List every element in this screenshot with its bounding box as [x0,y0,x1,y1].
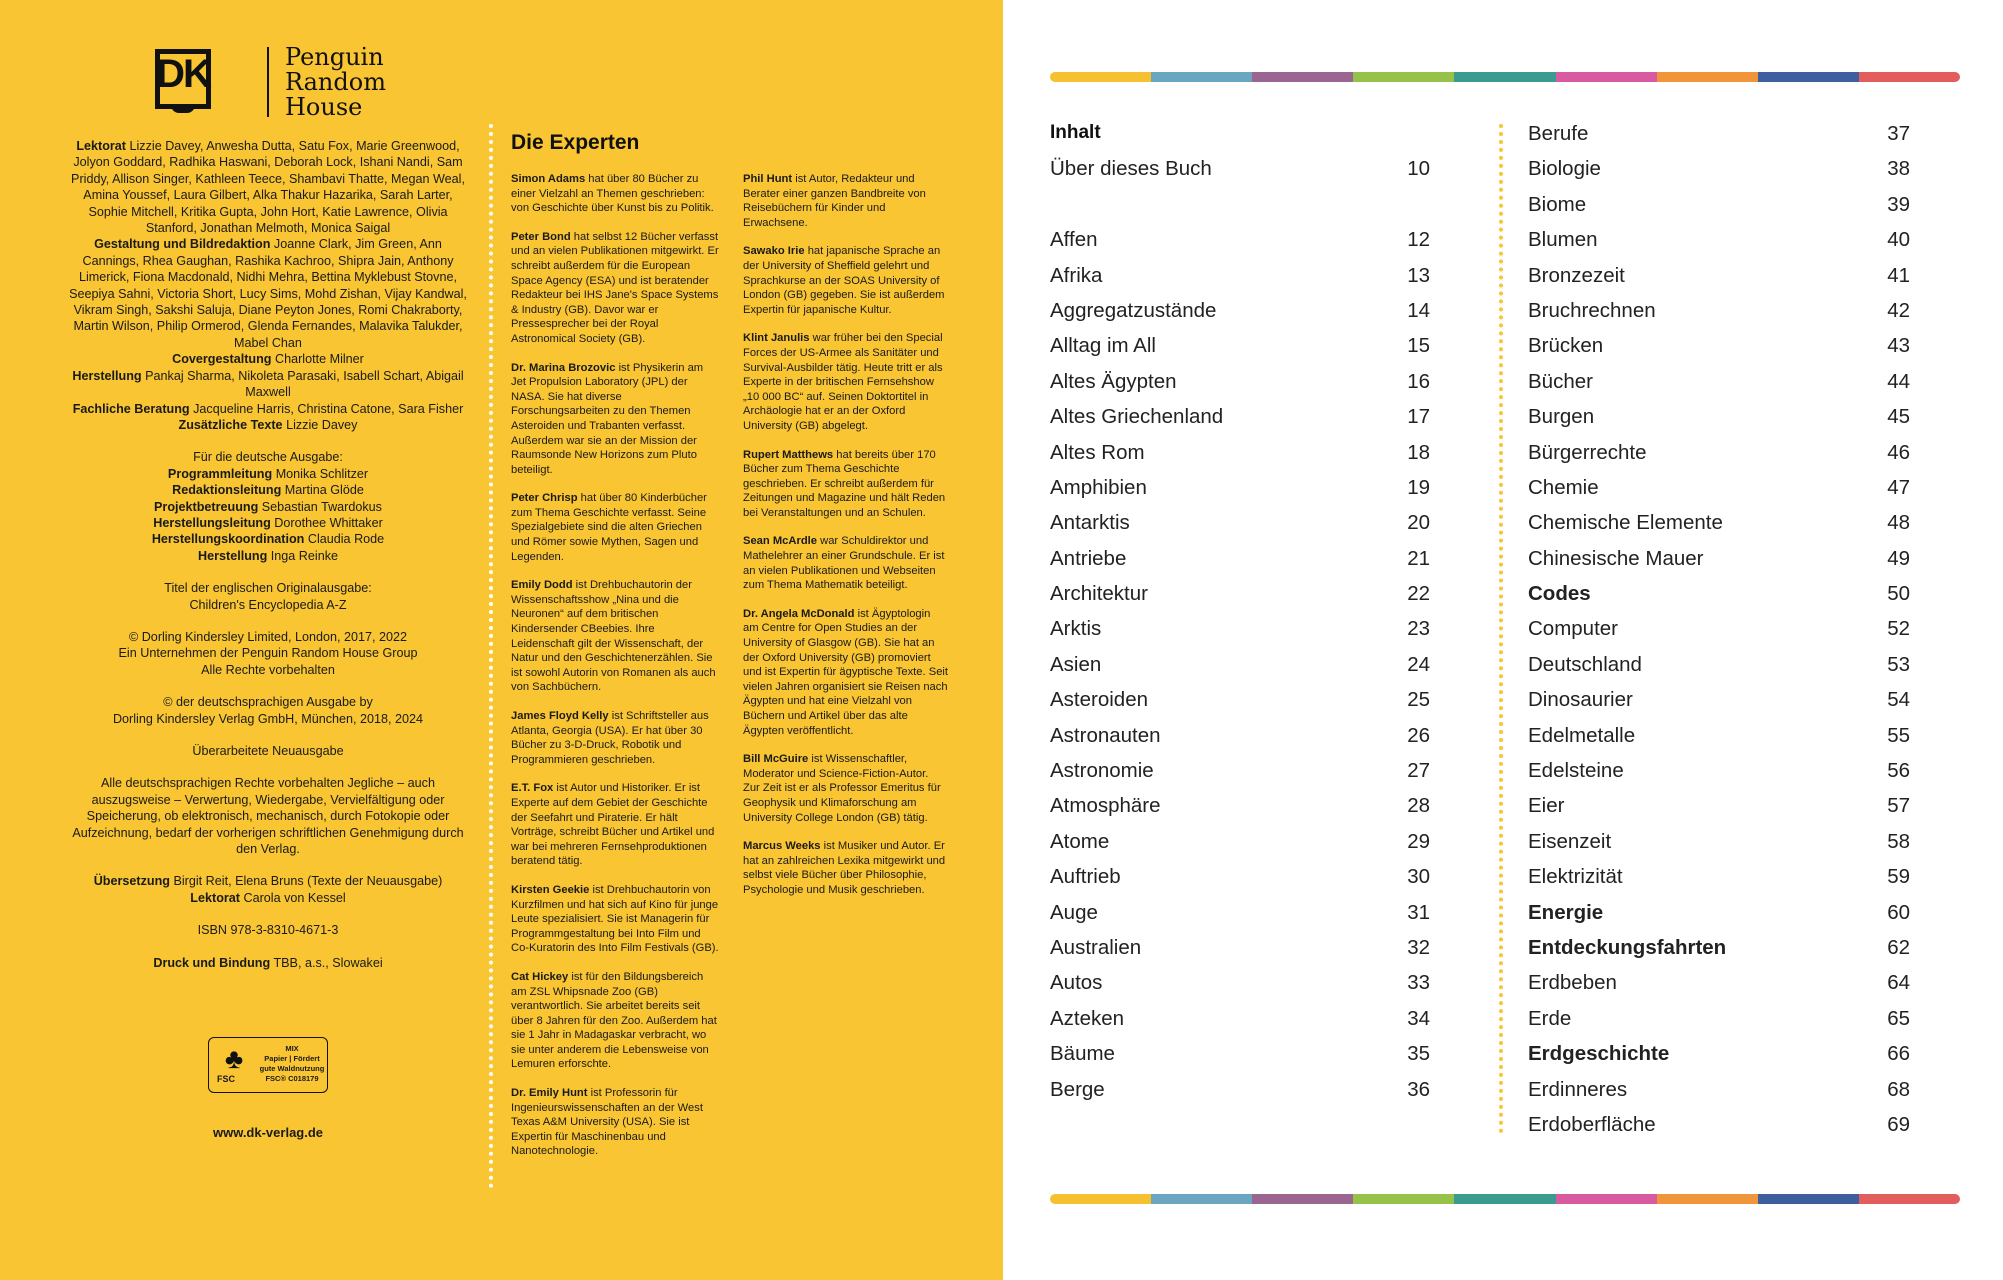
toc-entry-title: Burgen [1528,405,1595,429]
toc-entry-page: 39 [1887,192,1910,216]
toc-entry[interactable] [1050,1007,1430,1042]
toc-entry-page: 32 [1407,935,1430,959]
expert-entry: Peter Bond hat selbst 12 Bücher verfasst und an vielen Publikationen mitgewirkt. Er schreibt außerdem für die European Space Agency (ESA) und ist beratender Redakteur bei IHS Jane's Space Systems & Industry (GB). Davor war er Pressesprecher bei der Royal Astronomical Society (GB). [511,230,719,345]
toc-entry-title: Auftrieb [1050,865,1121,889]
toc-entry-page: 19 [1407,475,1430,499]
toc-entry-title: Erdoberfläche [1528,1112,1656,1136]
toc-column-right [1528,122,1910,1148]
toc-entry-page: 69 [1887,1112,1910,1136]
expert-entry: Bill McGuire ist Wissenschaftler, Moderator und Science-Fiction-Autor. Zur Zeit ist er als Professor Emeritus für Geophysik und Klimaforschung am University College London (GB) tätig. [743,753,941,824]
toc-entry[interactable] [1528,370,1910,405]
toc-entry-title: Erdinneres [1528,1077,1628,1101]
toc-entry[interactable] [1528,759,1910,794]
toc-entry[interactable] [1528,617,1910,652]
toc-entry-title: Altes Griechenland [1050,405,1224,429]
original-title: Children's Encyclopedia A-Z [189,597,347,612]
toc-entry-title: Alltag im All [1050,334,1156,358]
credit-line: Redaktionsleitung Martina Glöde [172,483,364,498]
toc-entry-page: 64 [1887,971,1910,995]
fsc-badge: ♣ FSC MIX Papier | Fördert gute Waldnutzung FSC® C018179 [208,1037,328,1093]
stripe-segment [1454,1194,1555,1204]
toc-entry[interactable] [1050,476,1430,511]
toc-entry[interactable] [1528,547,1910,582]
toc-entry[interactable] [1050,724,1430,759]
toc-entry-title: Afrika [1050,263,1103,287]
toc-entry-page: 31 [1407,900,1430,924]
toc-entry[interactable] [1528,971,1910,1006]
toc-entry-page: 36 [1407,1077,1430,1101]
toc-entry-page: 33 [1407,971,1430,995]
stripe-segment [1454,72,1555,82]
toc-entry-page: 47 [1887,475,1910,499]
expert-entry: Rupert Matthews hat bereits über 170 Bücher zum Thema Geschichte geschrieben. Er schreibt außerdem für Zeitungen und Magazine und hält Reden bei Veranstaltungen und an Schulen. [743,448,946,519]
toc-entry[interactable] [1528,688,1910,723]
logo-divider [267,47,269,117]
credit-line: Zusätzliche Texte Lizzie Davey [178,417,358,432]
toc-entry-title: Bücher [1528,369,1593,393]
german-copyright-line: Dorling Kindersley Verlag GmbH, München, 2018, 2024 [112,711,424,726]
toc-entry-title: Arktis [1050,617,1102,641]
toc-entry[interactable] [1050,1078,1430,1113]
german-copyright-line: © der deutschsprachigen Ausgabe by [163,695,373,710]
toc-entry-page: 34 [1407,1006,1430,1030]
toc-entry[interactable] [1528,794,1910,829]
toc-entry-title: Antarktis [1050,511,1130,535]
toc-entry-title: Bruchrechnen [1528,298,1656,322]
toc-entry[interactable] [1528,1113,1910,1148]
dk-logo-text: DK [156,52,210,96]
toc-entry-title: Biologie [1528,157,1601,181]
toc-entry-page: 30 [1407,865,1430,889]
stripe-segment [1758,72,1859,82]
toc-entry-title: Bronzezeit [1528,263,1625,287]
toc-entry-title: Altes Ägypten [1050,369,1177,393]
expert-entry: Sean McArdle war Schuldirektor und Mathelehrer an einer Grundschule. Er ist an vielen Publikationen und Webseiten zum Thema Mathematik beteiligt. [743,535,945,592]
toc-entry[interactable] [1528,264,1910,299]
expert-entry: Dr. Marina Brozovic ist Physikerin am Jet Propulsion Laboratory (JPL) der NASA. Sie hat diverse Forschungsarbeiten zu den Themen Asteroiden und Trabanten verfasst. Außerdem war sie an der Mission der Raumsonde New Horizons zum Pluto beteiligt. [511,361,704,476]
stripe-segment [1151,72,1252,82]
color-stripe-top [1050,72,1960,82]
stripe-segment [1252,1194,1353,1204]
credit-line: Druck und Bindung TBB, a.s., Slowakei [153,955,383,970]
toc-entry-title: Dinosaurier [1528,688,1633,712]
toc-entry[interactable] [1050,334,1430,369]
toc-entry-title: Biome [1528,192,1587,216]
toc-entry-page: 35 [1407,1042,1430,1066]
toc-entry-page: 28 [1407,794,1430,818]
toc-entry-page: 22 [1407,582,1430,606]
stripe-segment [1252,72,1353,82]
toc-entry-page: 55 [1887,723,1910,747]
toc-entry-title: Antriebe [1050,546,1127,570]
toc-entry-page: 60 [1887,900,1910,924]
toc-entry-title: Erde [1528,1006,1572,1030]
toc-entry[interactable] [1528,441,1910,476]
toc-entry[interactable] [1528,653,1910,688]
stripe-segment [1758,1194,1859,1204]
toc-entry-page: 43 [1887,334,1910,358]
stripe-segment [1859,1194,1960,1204]
toc-entry[interactable] [1050,865,1430,900]
toc-entry-title: Deutschland [1528,652,1642,676]
toc-entry-title: Chemische Elemente [1528,511,1723,535]
toc-entry-title: Computer [1528,617,1619,641]
toc-entry-page: 13 [1407,263,1430,287]
toc-entry-title: Astronomie [1050,759,1154,783]
toc-entry[interactable] [1050,299,1430,334]
experts-column-2 [743,172,948,912]
toc-entry-title: Brücken [1528,334,1604,358]
toc-entry-page: 10 [1407,157,1430,181]
toc-entry-title: Edelsteine [1528,759,1624,783]
expert-entry: Klint Janulis war früher bei den Special Forces der US-Armee als Sanitäter und Survival-Ausbilder tätig. Heute tritt er als Experte in der britischen Fernsehshow „10 000 BC“ auf. Seinen Doktortitel in Archäologie hat er an der Oxford University (GB) abgelegt. [743,332,943,432]
credit-line: Herstellungskoordination Claudia Rode [151,532,385,547]
toc-entry[interactable] [1528,724,1910,759]
stripe-segment [1050,1194,1151,1204]
toc-entry[interactable] [1050,228,1430,263]
original-title-label: Titel der englischen Originalausgabe: [164,581,372,596]
toc-column-separator [1499,124,1503,1134]
toc-entry-title: Entdeckungsfahrten [1528,935,1727,959]
toc-entry-title: Über dieses Buch [1050,157,1212,181]
toc-entry-page: 23 [1407,617,1430,641]
german-edition-intro: Für die deutsche Ausgabe: [193,450,343,465]
copyright-line: Ein Unternehmen der Penguin Random House Group [118,646,418,661]
toc-entry[interactable] [1528,865,1910,900]
credit-line: Gestaltung und Bildredaktion Joanne Clark, Jim Green, Ann Cannings, Rhea Gaughan, Rashika Kachroo, Shipra Jain, Anthony Limerick, Fiona Macdonald, Nidhi Mehra, Bettina Myklebust Stovne, Seepiya Sahni, Victoria Short, Lucy Sims, Mohd Zishan, Vijay Kandwal, Vikram Singh, Sakshi Saluja, Diane Peyton Jones, Romi Chakraborty, Martin Wilson, Philip Ormerod, Glenda Fernandes, Malavika Talukder, Mabel Chan [69,237,467,350]
toc-entry[interactable] [1528,901,1910,936]
toc-entry-page: 25 [1407,688,1430,712]
expert-entry: Phil Hunt ist Autor, Redakteur und Berater einer ganzen Bandbreite von Reisebüchern für Kinder und Erwachsene. [743,173,926,229]
toc-entry-page: 66 [1887,1042,1910,1066]
expert-entry: James Floyd Kelly ist Schriftsteller aus Atlanta, Georgia (USA). Er hat über 30 Bücher zu 3-D-Druck, Robotik und Programmieren geschrieben. [511,710,709,766]
toc-entry-page: 14 [1407,298,1430,322]
toc-entry-page: 26 [1407,723,1430,747]
toc-entry[interactable] [1050,617,1430,652]
expert-entry: Emily Dodd ist Drehbuchautorin der Wissenschaftsshow „Nina und die Neuronen“ auf dem britischen Kindersender CBeebies. Ihre Leidenschaft gilt der Wissenschaft, der Natur und den Geschichtenerzählen. Sie ist sowohl Autorin von Romanen als auch von Sachbüchern. [511,579,716,694]
toc-entry-page: 56 [1887,759,1910,783]
toc-entry-page: 52 [1887,617,1910,641]
toc-entry[interactable] [1050,264,1430,299]
toc-entry-page: 24 [1407,652,1430,676]
toc-entry-page: 21 [1407,546,1430,570]
toc-entry-page: 46 [1887,440,1910,464]
toc-entry-page: 18 [1407,440,1430,464]
toc-entry-title: Aggregatzustände [1050,298,1217,322]
credit-line: Programmleitung Monika Schlitzer [167,466,369,481]
toc-entry-title: Auge [1050,900,1098,924]
expert-entry: Kirsten Geekie ist Drehbuchautorin von Kurzfilmen und hat sich auf Kino für junge Leute spezialisiert. Sie ist Managerin für Programmgestaltung bei Into Film und Co-Kuratorin des Into Film Festivals (GB). [511,883,719,955]
credit-line: Herstellung Pankaj Sharma, Nikoleta Parasaki, Isabell Schart, Abigail Maxwell [72,368,464,400]
credit-line: Fachliche Beratung Jacqueline Harris, Christina Catone, Sara Fisher [72,401,464,416]
stripe-segment [1556,72,1657,82]
copyright-line: Alle Rechte vorbehalten [201,662,335,677]
toc-entry-title: Erdgeschichte [1528,1042,1670,1066]
dk-logo-book-icon [171,105,195,113]
toc-entry-page: 65 [1887,1006,1910,1030]
stripe-segment [1859,72,1960,82]
column-separator [489,124,493,1189]
stripe-segment [1353,72,1454,82]
toc-entry[interactable] [1528,157,1910,192]
toc-entry-page: 62 [1887,935,1910,959]
expert-entry: Simon Adams hat über 80 Bücher zu einer Vielzahl an Themen geschrieben: von Geschichte über Kunst bis zu Politik. [511,173,714,215]
expert-entry: Dr. Emily Hunt ist Professorin für Ingenieurswissenschaften an der West Texas A&M University (USA). Sie ist Expertin für Maschinenbau und Nanotechnologie. [511,1087,703,1158]
toc-entry-page: 57 [1887,794,1910,818]
toc-entry[interactable] [1050,370,1430,405]
toc-entry-title: Architektur [1050,582,1148,606]
toc-entry[interactable] [1050,971,1430,1006]
toc-entry-page: 58 [1887,829,1910,853]
toc-entry-page: 53 [1887,652,1910,676]
credit-line: Übersetzung Birgit Reit, Elena Bruns (Texte der Neuausgabe) [93,874,443,889]
toc-entry[interactable] [1050,830,1430,865]
toc-entry-title: Berufe [1528,122,1589,145]
toc-entry-title: Asien [1050,652,1102,676]
toc-entry[interactable] [1050,794,1430,829]
toc-entry[interactable] [1528,1078,1910,1113]
toc-entry-title: Eisenzeit [1528,829,1612,853]
toc-entry-title: Energie [1528,900,1604,924]
toc-entry-page: 59 [1887,865,1910,889]
toc-entry[interactable] [1528,122,1910,157]
toc-entry[interactable] [1050,405,1430,440]
toc-entry-page: 41 [1887,263,1910,287]
toc-entry[interactable] [1528,936,1910,971]
toc-entry[interactable] [1050,1042,1430,1077]
stripe-segment [1050,72,1151,82]
toc-entry [1050,122,1430,157]
toc-entry-page: 68 [1887,1077,1910,1101]
credit-line: Herstellungsleitung Dorothee Whittaker [153,515,383,530]
copyright-line: © Dorling Kindersley Limited, London, 2017, 2022 [128,629,408,644]
toc-entry-page: 29 [1407,829,1430,853]
toc-entry-title: Erdbeben [1528,971,1617,995]
toc-entry-title: Edelmetalle [1528,723,1636,747]
toc-entry-title: Eier [1528,794,1565,818]
stripe-segment [1657,1194,1758,1204]
toc-entry[interactable] [1050,511,1430,546]
toc-entry-title: Asteroiden [1050,688,1149,712]
toc-entry[interactable] [1528,299,1910,334]
expert-entry: Sawako Irie hat japanische Sprache an der University of Sheffield gelehrt und Sprachkurse an der SOAS University of London (GB) gegeben. Sie ist außerdem Expertin für japanische Kultur. [743,245,945,316]
credit-line: Herstellung Inga Reinke [198,548,338,563]
toc-entry-title: Chinesische Mauer [1528,546,1704,570]
toc-entry-title: Atome [1050,829,1110,853]
toc-entry-page: 38 [1887,157,1910,181]
toc-entry-page: 49 [1887,546,1910,570]
credit-line: Lektorat Carola von Kessel [190,890,346,905]
rights-text: Alle deutschsprachigen Rechte vorbehalten Jegliche – auch auszugsweise – Verwertung, Wiedergabe, Vervielfältigung oder Speicherung, ob elektronisch, mechanisch, durch Fotokopie oder Aufzeichnung, bedarf der vorherigen schriftlichen Genehmigung durch den Verlag. [72,776,464,857]
toc-entry-page: 54 [1887,688,1910,712]
toc-entry-title: Altes Rom [1050,440,1145,464]
toc-entry[interactable] [1528,1007,1910,1042]
experts-column-1 [511,172,721,1173]
toc-entry[interactable] [1528,193,1910,228]
expert-entry: Marcus Weeks ist Musiker und Autor. Er hat an zahlreichen Lexika mitgewirkt und selbst viele Bücher über Philosophie, Psychologie und Musik geschrieben. [743,840,946,896]
credit-line: Projektbetreuung Sebastian Twardokus [154,499,382,514]
credit-line: Covergestaltung Charlotte Milner [172,352,364,367]
toc-entry[interactable] [1050,759,1430,794]
imprint-credits [68,138,468,971]
toc-entry-page: 40 [1887,228,1910,252]
toc-entry-page: 48 [1887,511,1910,535]
stripe-segment [1151,1194,1252,1204]
toc-entry-page: 17 [1407,405,1430,429]
revised-edition: Überarbeitete Neuausgabe [192,744,344,758]
stripe-segment [1353,1194,1454,1204]
toc-entry-title: Bürgerrechte [1528,440,1647,464]
stripe-segment [1556,1194,1657,1204]
toc-entry[interactable] [1528,511,1910,546]
toc-entry[interactable] [1050,582,1430,617]
toc-entry-page: 42 [1887,298,1910,322]
toc-entry-title: Atmosphäre [1050,794,1161,818]
toc-entry-title: Elektrizität [1528,865,1623,889]
stripe-segment [1657,72,1758,82]
toc-entry[interactable] [1528,405,1910,440]
toc-entry-page: 27 [1407,759,1430,783]
toc-entry-page: 12 [1407,228,1430,252]
expert-entry: E.T. Fox ist Autor und Historiker. Er ist Experte auf dem Gebiet der Geschichte der Seefahrt und Piraterie. Er hält Vorträge, schreibt Bücher und Artikel und war bei mehreren Fernsehproduktionen beratend tätig. [511,782,715,868]
expert-entry: Dr. Angela McDonald ist Ägyptologin am Centre for Open Studies an der University of Glasgow (GB). Sie hat an der Oxford University (GB) promoviert und ist Expertin für ägyptische Texte. Seit vielen Jahren organisiert sie Reisen nach Ägypten und hat eine Vielzahl von Büchern und Artikel über das alte Ägypten veröffentlicht. [743,607,949,737]
toc-entry-page: 20 [1407,511,1430,535]
toc-entry-page: 37 [1887,122,1910,145]
website-link[interactable]: www.dk-verlag.de [212,1125,324,1140]
toc-entry[interactable] [1528,228,1910,263]
fsc-tree-icon: ♣ [224,1043,244,1074]
toc-entry-title: Azteken [1050,1006,1125,1030]
credit-line: Lektorat Lizzie Davey, Anwesha Dutta, Satu Fox, Marie Greenwood, Jolyon Goddard, Radhika Haswani, Deborah Lock, Ishani Nandi, Sam Priddy, Allison Singer, Kathleen Teece, Shambavi Thatte, Megan Weal, Amina Youssef, Laura Gilbert, Alka Thakur Hazarika, Sarah Larter, Sophie Mitchell, Kritika Gupta, John Hort, Katie Lawrence, Olivia Stanford, Jonathan Melmoth, Monica Saigal [71,139,465,236]
toc-entry-title: Codes [1528,582,1591,606]
toc-entry[interactable] [1528,1042,1910,1077]
toc-entry-page: 50 [1887,582,1910,606]
toc-entry[interactable] [1528,476,1910,511]
toc-entry[interactable] [1050,936,1430,971]
toc-entry-title: Chemie [1528,475,1599,499]
toc-entry[interactable] [1050,688,1430,723]
color-stripe-bottom [1050,1194,1960,1204]
toc-entry-page: 16 [1407,369,1430,393]
penguin-random-house-wordmark: Penguin Random House [285,43,386,121]
toc-column-left [1050,122,1430,1113]
publisher-logo [155,45,395,125]
isbn: ISBN 978-3-8310-4671-3 [197,923,339,938]
toc-entry [1050,193,1430,228]
toc-entry-title: Berge [1050,1077,1105,1101]
toc-entry[interactable] [1050,157,1430,192]
expert-entry: Cat Hickey ist für den Bildungsbereich am ZSL Whipsnade Zoo (GB) verantwortlich. Sie arbeitet bereits seit über 8 Jahren für den Zoo. Außerdem hat sie 1 Jahr in Madagaskar verbracht, wo sie unter anderem die Lebensweise von Lemuren erforschte. [511,970,717,1071]
toc-entry[interactable] [1050,653,1430,688]
toc-entry-page: 15 [1407,334,1430,358]
toc-entry[interactable] [1050,547,1430,582]
toc-entry-title: Autos [1050,971,1103,995]
toc-entry-title: Blumen [1528,228,1598,252]
toc-entry-title: Australien [1050,935,1142,959]
experts-heading: Die Experten [511,131,640,154]
toc-entry[interactable] [1528,334,1910,369]
toc-entry[interactable] [1528,582,1910,617]
toc-entry[interactable] [1528,830,1910,865]
toc-entry-title: Bäume [1050,1042,1115,1066]
toc-entry[interactable] [1050,901,1430,936]
toc-entry-page: 44 [1887,369,1910,393]
expert-entry: Peter Chrisp hat über 80 Kinderbücher zum Thema Geschichte verfasst. Seine Spezialgebiete sind die alten Griechen und Römer sowie Mythen, Sagen und Legenden. [511,492,707,563]
toc-entry[interactable] [1050,441,1430,476]
toc-entry-page: 45 [1887,405,1910,429]
toc-entry-title: Astronauten [1050,723,1161,747]
toc-entry-title: Affen [1050,228,1098,252]
toc-entry-title: Amphibien [1050,475,1147,499]
toc-heading: Inhalt [1050,122,1101,143]
